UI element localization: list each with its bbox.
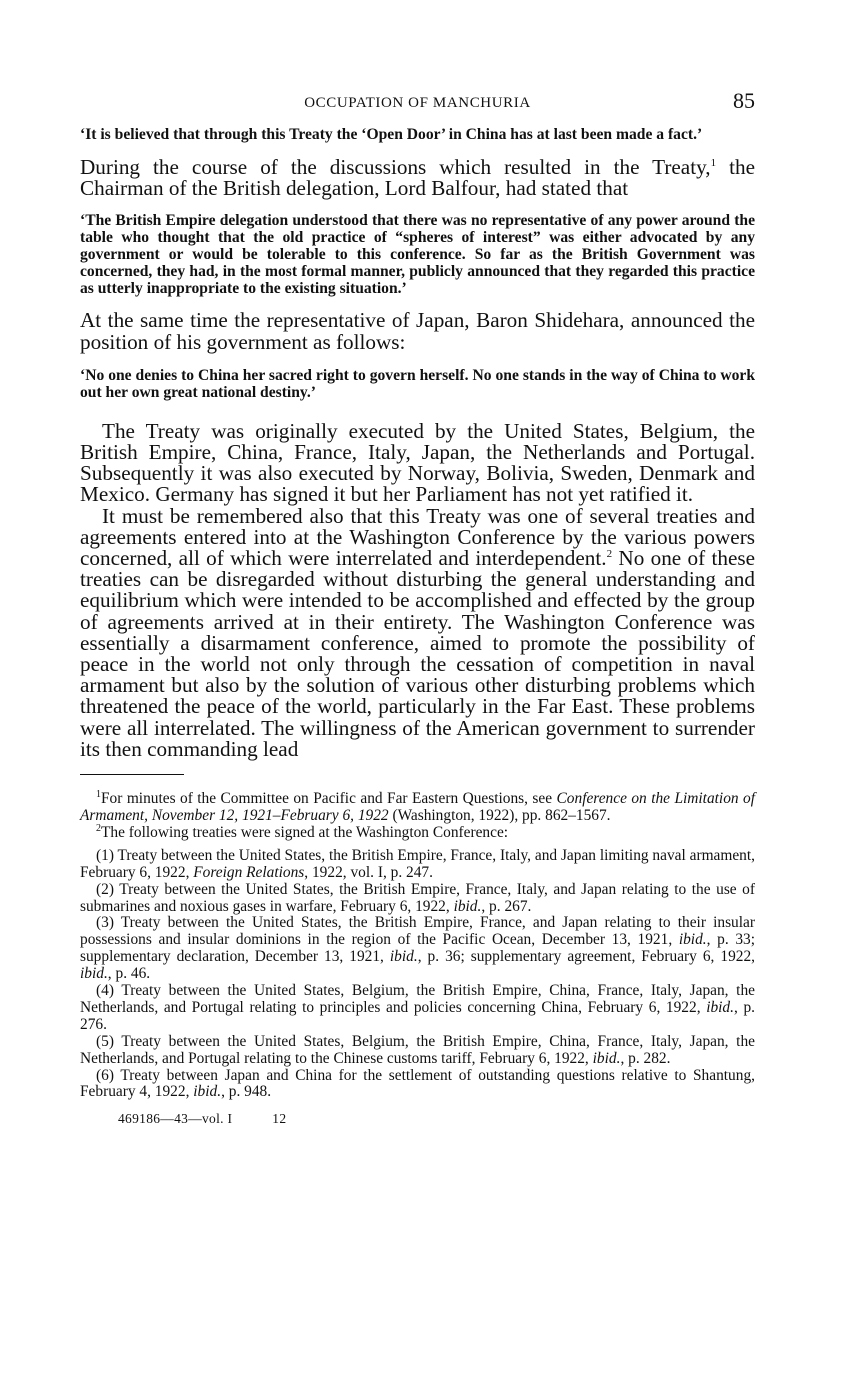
- footnote-ref-1: 1: [710, 156, 717, 169]
- treaty-item-6: [80, 1068, 755, 1102]
- treaty-text: , p. 267.: [481, 897, 532, 915]
- footnote-text: (Washington, 1922), pp. 862–1567.: [388, 806, 611, 824]
- treaty-citation: Foreign Relations: [193, 863, 305, 881]
- block-quote-open-door: ‘It is believed that through this Treaty the ‘Open Door’ in China has at last been made a fact.’: [80, 126, 703, 143]
- footnote-2: [80, 822, 755, 842]
- printer-code: 469186—43—vol. I: [118, 1111, 233, 1127]
- paragraph-text: During the course of the discussions which resulted in the Treaty,: [80, 155, 711, 179]
- paragraph-text: the Chairman of the British delegation, Lord Balfour, had stated that: [80, 155, 755, 201]
- paragraph-washington-conference: [80, 503, 756, 761]
- treaty-item-1: [80, 848, 755, 882]
- printer-line: [118, 1111, 755, 1127]
- footnote-text: For minutes of the Committee on Pacific and Far Eastern Questions, see: [101, 790, 557, 808]
- treaty-text: , 1922, vol. I, p. 247.: [304, 863, 433, 881]
- running-head: [80, 88, 755, 120]
- treaty-text: , p. 282.: [620, 1049, 671, 1067]
- paragraph-text: It must be remembered also that this Treaty was one of several treaties and agreements entered into at the Washington Conference by the various powers concerned, all of which were interrelated and interdependent.: [80, 503, 755, 571]
- treaty-item-3: [80, 915, 755, 983]
- treaty-text: (6) Treaty between Japan and China for the settlement of outstanding questions relative to Shantung, February 4, 1922,: [80, 1066, 755, 1101]
- page-number: 85: [733, 88, 755, 113]
- paragraph-balfour-intro: [80, 157, 755, 199]
- treaty-text: (3) Treaty between the United States, the British Empire, France, and Japan relating to their insular possessions and insular dominions in the region of the Pacific Ocean, December 13, 1921,: [80, 914, 755, 949]
- footnote-citation: Conference on the Limitation of Armament, November 12, 1921–February 6, 1922: [80, 790, 755, 824]
- footnotes: [80, 788, 756, 1101]
- treaty-text: (5) Treaty between the United States, Belgium, the British Empire, China, France, Italy, Japan, the Netherlands, and Portugal relating to the Chinese customs tariff, February 6, 1922,: [80, 1032, 755, 1067]
- paragraph-shidehara-intro: At the same time the representative of Japan, Baron Shidehara, announced the position of his government as follows:: [80, 308, 755, 354]
- footnote-ref-2: 2: [606, 547, 613, 560]
- block-quote-shidehara: ‘No one denies to China her sacred right to govern herself. No one stands in the way of China to work out her own great national destiny.’: [80, 366, 755, 401]
- ibid: ibid.: [453, 897, 482, 915]
- ibid: ibid.: [80, 965, 108, 983]
- ibid: ibid.: [193, 1083, 222, 1101]
- footnote-text: The following treaties were signed at the Washington Conference:: [101, 823, 509, 841]
- treaty-text: , p. 948.: [221, 1083, 272, 1101]
- treaty-text: (2) Treaty between the United States, the British Empire, France, Italy, and Japan relating to the use of submarines and noxious gases in warfare, February 6, 1922,: [80, 880, 755, 915]
- document-page: [80, 88, 755, 1127]
- treaty-text: (1) Treaty between the United States, the British Empire, France, Italy, and Japan limiting naval armament, February 6, 1922,: [80, 846, 755, 881]
- ibid: ibid.: [706, 998, 734, 1016]
- treaty-text: , p. 276.: [80, 998, 755, 1033]
- treaty-item-2: [80, 882, 755, 916]
- treaty-text: , p. 33; supplementary declaration, December 13, 1921,: [80, 931, 755, 966]
- treaty-item-5: [80, 1034, 755, 1068]
- treaty-text: , p. 46.: [107, 965, 151, 983]
- treaty-text: (4) Treaty between the United States, Belgium, the British Empire, China, France, Italy, Japan, the Netherlands, and Portugal relating to principles and policies concerning China, February 6, 1922,: [80, 982, 755, 1016]
- treaty-list: [80, 848, 755, 1102]
- footnote-mark: 2: [96, 822, 101, 834]
- footnote-mark: 1: [96, 788, 101, 800]
- block-quote-balfour: ‘The British Empire delegation understood that there was no representative of any power around the table who thought that the old practice of “spheres of interest” was either advocated by any government or would be tolerable to this conference. So far as the British Government was concerned, they had, in the most formal manner, publicly announced that they regarded this practice as utterly inappropriate to the existing situation.’: [80, 212, 755, 298]
- running-title: OCCUPATION OF MANCHURIA: [304, 95, 531, 111]
- footnote-rule: [80, 774, 184, 775]
- treaty-text: , p. 36; supplementary agreement, February 6, 1922,: [417, 948, 756, 966]
- signature-mark: 12: [272, 1111, 287, 1127]
- treaty-item-4: [80, 983, 755, 1034]
- footnote-1: [80, 788, 755, 825]
- paragraph-text: No one of these treaties can be disregarded without disturbing the general understanding and equilibrium which were intended to be accomplished and effected by the group of agreements arrived at in their entirety. The Washington Conference was essentially a disarmament conference, aimed to promote the possibility of peace in the world not only through the cessation of competition in naval armament but also by the solution of various other disturbing problems which threatened the peace of the world, particularly in the Far East. These problems were all interrelated. The willingness of the American government to surrender its then commanding lead: [80, 546, 756, 761]
- paragraph-signatories: The Treaty was originally executed by the United States, Belgium, the British Empire, China, France, Italy, Japan, the Netherlands and Portugal. Subsequently it was also executed by Norway, Bolivia, Sweden, Denmark and Mexico. Germany has signed it but her Parliament has not yet ratified it.: [80, 418, 755, 507]
- ibid: ibid.: [389, 948, 418, 966]
- ibid: ibid.: [678, 931, 707, 949]
- ibid: ibid.: [592, 1049, 621, 1067]
